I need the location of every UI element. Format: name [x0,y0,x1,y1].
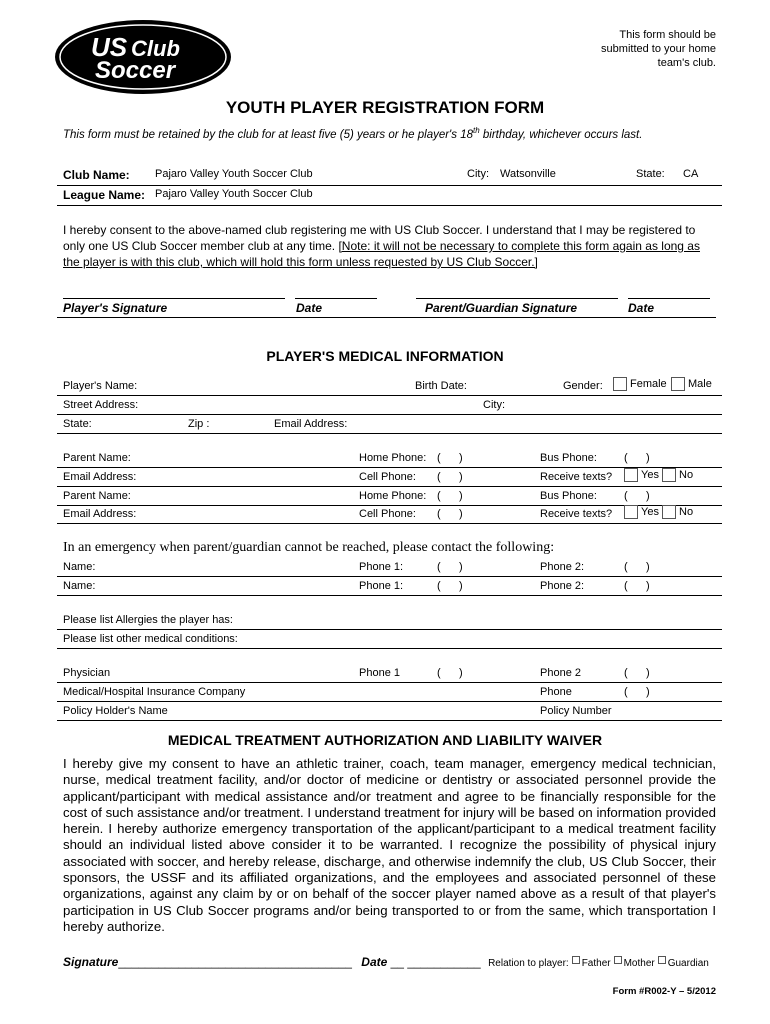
signature-line[interactable]: ___________________________________ [118,955,352,969]
insurance-row [57,683,722,702]
relation-label: Relation to player: [488,958,569,969]
texts-no-option[interactable]: No [662,468,693,482]
physician-label: Physician [63,667,111,679]
policy-row [57,702,722,721]
logo-club-text: Club [131,36,180,61]
male-checkbox[interactable] [671,377,685,391]
texts-no-checkbox[interactable] [662,468,676,482]
physician-phone1-field[interactable]: ( ) [437,667,463,679]
mother-checkbox[interactable] [614,956,622,964]
state-label: State: [636,168,665,180]
club-name-value[interactable]: Pajaro Valley Youth Soccer Club [155,168,313,180]
allergies-label: Please list Allergies the player has: [63,614,233,626]
bus-phone-field[interactable]: ( ) [624,452,650,464]
parent-1-row [57,449,722,468]
final-date-line[interactable]: __ ___________ [387,955,481,969]
logo-us-text: US [91,32,128,62]
parent-2-row [57,487,722,506]
date-label-1: Date [296,301,323,315]
waiver-paragraph: I hereby give my consent to have an athletic trainer, coach, team manager, emergency medical technician, nurse, medical treatment facility, and/or doctor of medicine or dentistry or associated personnel provide the applicant/participant with medical assistance and/or treatment and agree to be financially responsible for the cost of such assistance and/or treatment. I understand treatment for injury will be based on information provided herein. I hereby authorize emergency transportation of the applicant/participant to a medical treatment facility should an individual listed above consider it to be warranted. I recognize the possibility of physical injury associated with soccer, and hereby release, discharge, and otherwise indemnify the club, US Club Soccer, their sponsors, the USSF and its affiliated organizations, and the employees and associated personnel of these organizations, against any claim by or on behalf of the soccer player named above as a result of that player's participation in US Club Soccer programs and/or being transported to or from the same, which transportation I hereby authorize. [63,756,716,934]
texts-no-checkbox[interactable] [662,505,676,519]
conditions-label: Please list other medical conditions: [63,633,238,645]
insurance-phone-field[interactable]: ( ) [624,686,650,698]
player-signature-line[interactable] [63,298,285,299]
home-phone-label: Home Phone: [359,452,427,464]
date-label-2: Date [628,301,655,315]
insurance-label: Medical/Hospital Insurance Company [63,686,246,698]
bus-phone-label: Bus Phone: [540,452,597,464]
emergency-phone1-label: Phone 1: [359,561,404,573]
guardian-label: Guardian [667,958,709,969]
emergency-name-label: Name: [63,580,96,592]
parent-email-label: Email Address: [63,508,137,520]
club-name-label: Club Name: [63,168,130,182]
emergency-contact-2-row [57,577,722,596]
texts-no-option[interactable]: No [662,505,693,519]
street-address-row [57,396,722,415]
parent-1-email-row [57,468,722,487]
cell-phone-field[interactable]: ( ) [437,471,463,483]
retention-note: This form must be retained by the club for at least five (5) years or he player's 18th birthday, whichever occurs last. [63,126,643,141]
cell-phone-label: Cell Phone: [359,471,416,483]
policy-holder-label: Policy Holder's Name [63,705,168,717]
street-address-label: Street Address: [63,399,139,411]
logo-soccer-text: Soccer [95,57,176,84]
player-city-label: City: [483,399,505,411]
allergies-row[interactable] [57,611,722,630]
medical-info-title: PLAYER'S MEDICAL INFORMATION [266,348,504,364]
emergency-phone1-field[interactable]: ( ) [437,580,463,592]
city-label: City: [467,168,489,180]
gender-label: Gender: [563,380,603,392]
father-label: Father [581,958,611,969]
emergency-phone2-field[interactable]: ( ) [624,561,650,573]
form-number: Form #R002-Y – 5/2012 [612,986,716,997]
player-state-label: State: [63,418,92,430]
us-club-soccer-logo [53,18,233,96]
emergency-phone1-field[interactable]: ( ) [437,561,463,573]
female-option[interactable]: Female [613,377,667,391]
league-name-value[interactable]: Pajaro Valley Youth Soccer Club [155,188,313,200]
physician-row [57,664,722,683]
consent-paragraph: I hereby consent to the above-named club registering me with US Club Soccer. I understand that I may be registered to only one US Club Soccer member club at any time. [Note: it will not be necessary to complete this form again as long as the player is with this club, which will hold this form unless requested by US Club Soccer.] [63,223,700,269]
city-value[interactable]: Watsonville [500,168,556,180]
state-zip-email-row [57,415,722,434]
signature-labels-row [57,300,716,318]
state-value[interactable]: CA [683,168,699,180]
bus-phone-label: Bus Phone: [540,490,597,502]
parent-signature-label: Parent/Guardian Signature [425,301,578,315]
parent-2-email-row [57,505,722,524]
parent-name-label: Parent Name: [63,490,131,502]
home-phone-field[interactable]: ( ) [437,452,463,464]
birth-date-label: Birth Date: [415,380,467,392]
physician-phone1-label: Phone 1 [359,667,400,679]
home-phone-field[interactable]: ( ) [437,490,463,502]
parent-email-label: Email Address: [63,471,137,483]
physician-phone2-label: Phone 2 [540,667,581,679]
home-phone-label: Home Phone: [359,490,427,502]
club-name-row [57,166,722,186]
form-title: YOUTH PLAYER REGISTRATION FORM [225,98,545,117]
emergency-phone2-label: Phone 2: [540,580,585,592]
physician-phone2-field[interactable]: ( ) [624,667,650,679]
player-email-label: Email Address: [274,418,348,430]
player-name-row [57,377,722,396]
mother-label: Mother [623,958,655,969]
final-signature-row [63,955,709,969]
conditions-row[interactable] [57,630,722,649]
player-name-label: Player's Name: [63,380,138,392]
cell-phone-label: Cell Phone: [359,508,416,520]
texts-yes-option[interactable]: Yes [624,468,659,482]
male-option[interactable]: Male [671,377,712,391]
player-signature-label: Player's Signature [63,301,168,315]
emergency-phone2-label: Phone 2: [540,561,585,573]
submission-note: This form should be submitted to your home team's club. [601,29,716,69]
emergency-name-label: Name: [63,561,96,573]
texts-yes-checkbox[interactable] [624,505,638,519]
date-line-2[interactable] [628,298,710,299]
emergency-phone1-label: Phone 1: [359,580,404,592]
parent-name-label: Parent Name: [63,452,131,464]
emergency-contact-1-row [57,558,722,577]
zip-label: Zip : [188,418,210,430]
bus-phone-field[interactable]: ( ) [624,490,650,502]
final-date-label: Date [361,955,388,969]
league-name-label: League Name: [63,188,146,202]
texts-yes-checkbox[interactable] [624,468,638,482]
insurance-phone-label: Phone [540,686,572,698]
emergency-heading: In an emergency when parent/guardian cannot be reached, please contact the following: [63,540,555,555]
league-name-row [57,186,722,206]
receive-texts-label: Receive texts? [540,471,613,483]
female-checkbox[interactable] [613,377,627,391]
cell-phone-field[interactable]: ( ) [437,508,463,520]
emergency-phone2-field[interactable]: ( ) [624,580,650,592]
texts-yes-option[interactable]: Yes [624,505,659,519]
guardian-checkbox[interactable] [658,956,666,964]
parent-signature-line[interactable] [416,298,618,299]
receive-texts-label: Receive texts? [540,508,613,520]
waiver-title: MEDICAL TREATMENT AUTHORIZATION AND LIABILITY WAIVER [167,732,603,748]
date-line-1[interactable] [295,298,377,299]
signature-label: Signature [63,955,119,969]
father-checkbox[interactable] [572,956,580,964]
policy-number-label: Policy Number [540,705,612,717]
